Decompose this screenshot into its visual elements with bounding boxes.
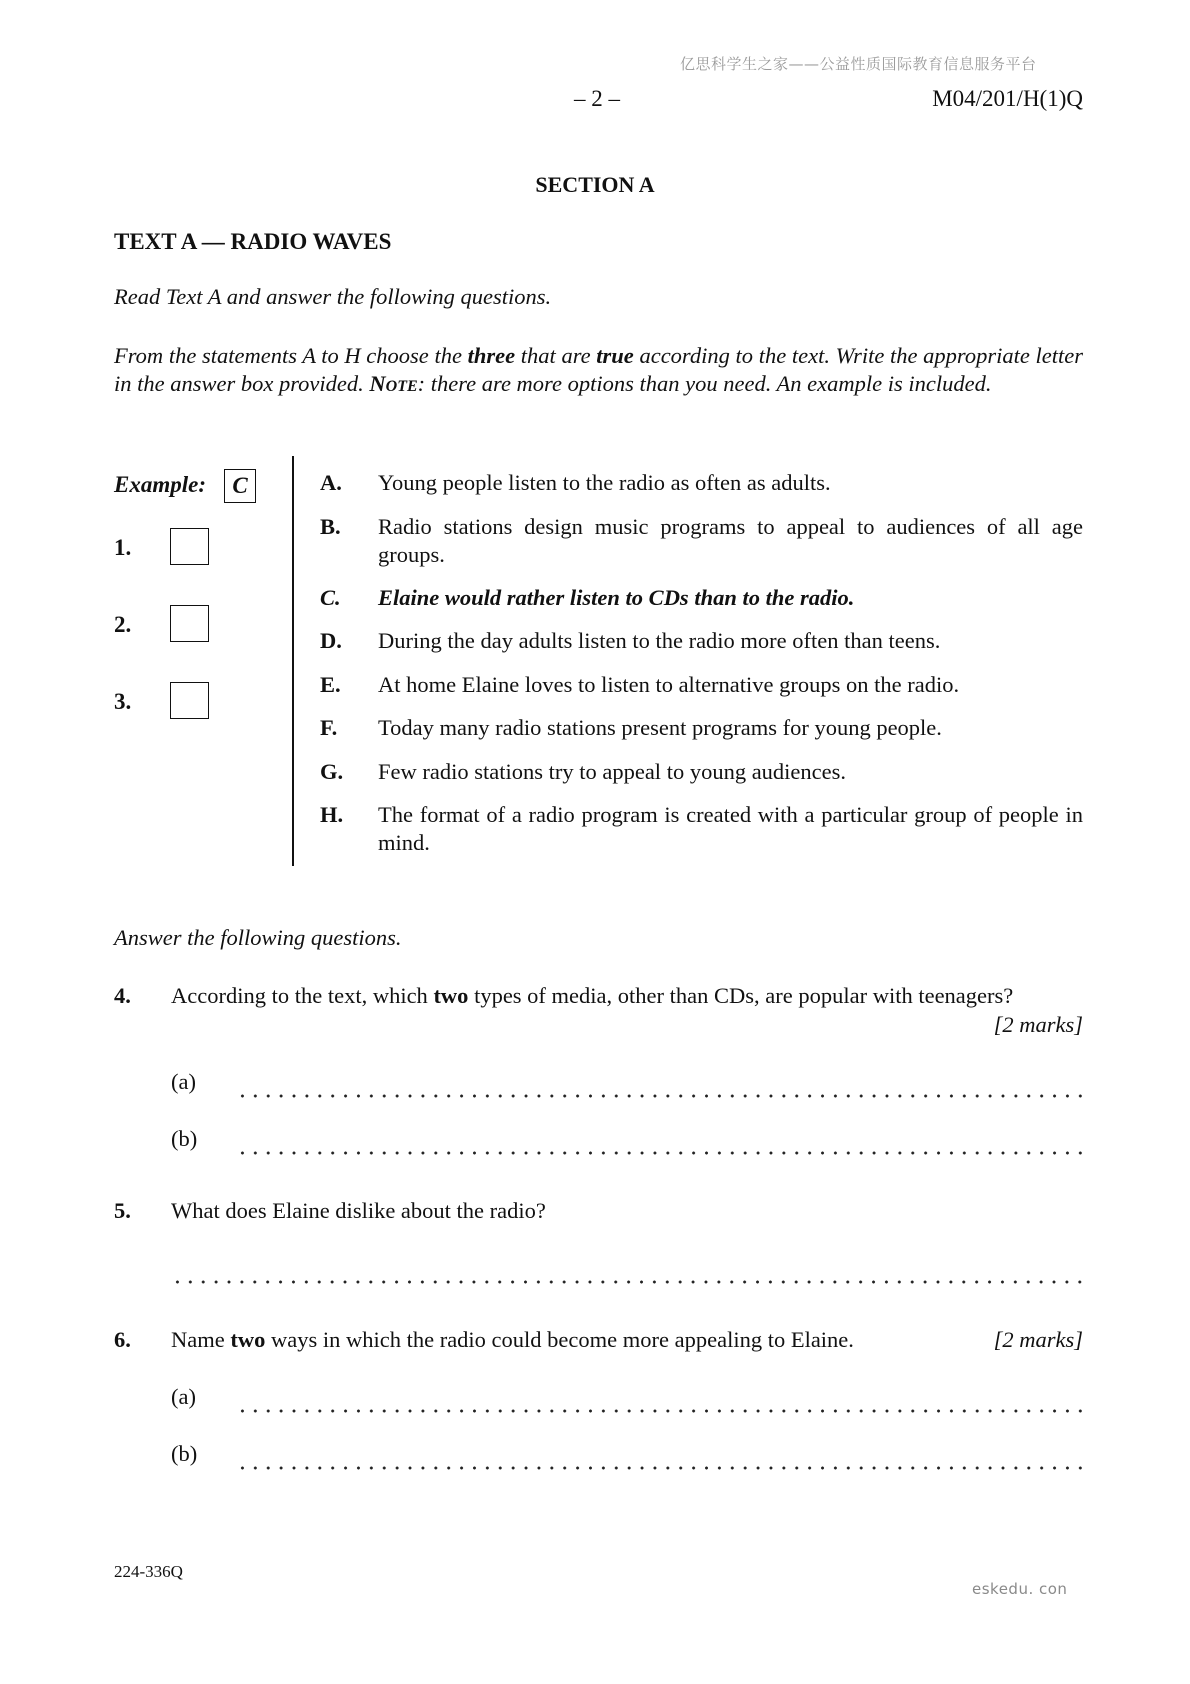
section-title: SECTION A <box>535 172 655 197</box>
example-label: Example: <box>114 472 206 497</box>
question-4a-label: (a) <box>171 1069 196 1094</box>
option-b: B. Radio stations design music programs to appeal to audiences of all age groups. <box>320 514 1083 567</box>
text-title: TEXT A — RADIO WAVES <box>114 229 392 254</box>
option-e: E. At home Elaine loves to listen to alternative groups on the radio. <box>320 672 960 697</box>
document-code: M04/201/H(1)Q <box>932 86 1083 111</box>
answer-slot-1-number: 1. <box>114 535 132 560</box>
question-5-answer-line[interactable] <box>171 1265 1084 1285</box>
watermark-bottom: eskedu. con <box>972 1580 1068 1598</box>
option-h: H. The format of a radio program is created with a particular group of people in mind. <box>320 802 1083 855</box>
question-4b-answer-line[interactable] <box>236 1136 1084 1156</box>
question-4-marks: [2 marks] <box>993 1012 1083 1037</box>
instruction-read: Read Text A and answer the following questions. <box>114 284 552 309</box>
question-6b-answer-line[interactable] <box>236 1451 1084 1471</box>
column-divider <box>292 456 294 866</box>
question-5: 5. What does Elaine dislike about the radio? <box>114 1198 546 1223</box>
note-label: Note <box>369 371 418 396</box>
example-answer-box: C <box>224 469 256 503</box>
question-4b-label: (b) <box>171 1126 198 1151</box>
question-6a-label: (a) <box>171 1384 196 1409</box>
answer-box-2[interactable] <box>170 605 209 642</box>
option-a: A. Young people listen to the radio as often as adults. <box>320 470 831 495</box>
option-g: G. Few radio stations try to appeal to young audiences. <box>320 759 847 784</box>
option-f: F. Today many radio stations present programs for young people. <box>320 715 942 740</box>
page-number: – 2 – <box>574 86 620 111</box>
question-4a-answer-line[interactable] <box>236 1079 1084 1099</box>
watermark-top: 亿思科学生之家——公益性质国际教育信息服务平台 <box>680 55 1037 73</box>
question-6-marks: [2 marks] <box>993 1327 1083 1352</box>
option-d: D. During the day adults listen to the radio more often than teens. <box>320 628 941 653</box>
question-6a-answer-line[interactable] <box>236 1394 1084 1414</box>
instruction-choose: From the statements A to H choose the three that are true according to the text. Write the appropriate letter in the answer box provided. Note: there are more options than you need. An example is included. <box>114 343 1083 396</box>
question-4: 4. According to the text, which two types of media, other than CDs, are popular with teenagers? <box>114 983 1014 1008</box>
answer-slot-3-number: 3. <box>114 689 132 714</box>
question-6: 6. Name two ways in which the radio could become more appealing to Elaine. <box>114 1327 854 1352</box>
footer-code: 224-336Q <box>114 1562 183 1581</box>
answer-instruction: Answer the following questions. <box>114 925 402 950</box>
answer-slot-2-number: 2. <box>114 612 132 637</box>
option-c-example: C. Elaine would rather listen to CDs than to the radio. <box>320 585 855 610</box>
answer-box-1[interactable] <box>170 528 209 565</box>
answer-box-3[interactable] <box>170 682 209 719</box>
question-6b-label: (b) <box>171 1441 198 1466</box>
